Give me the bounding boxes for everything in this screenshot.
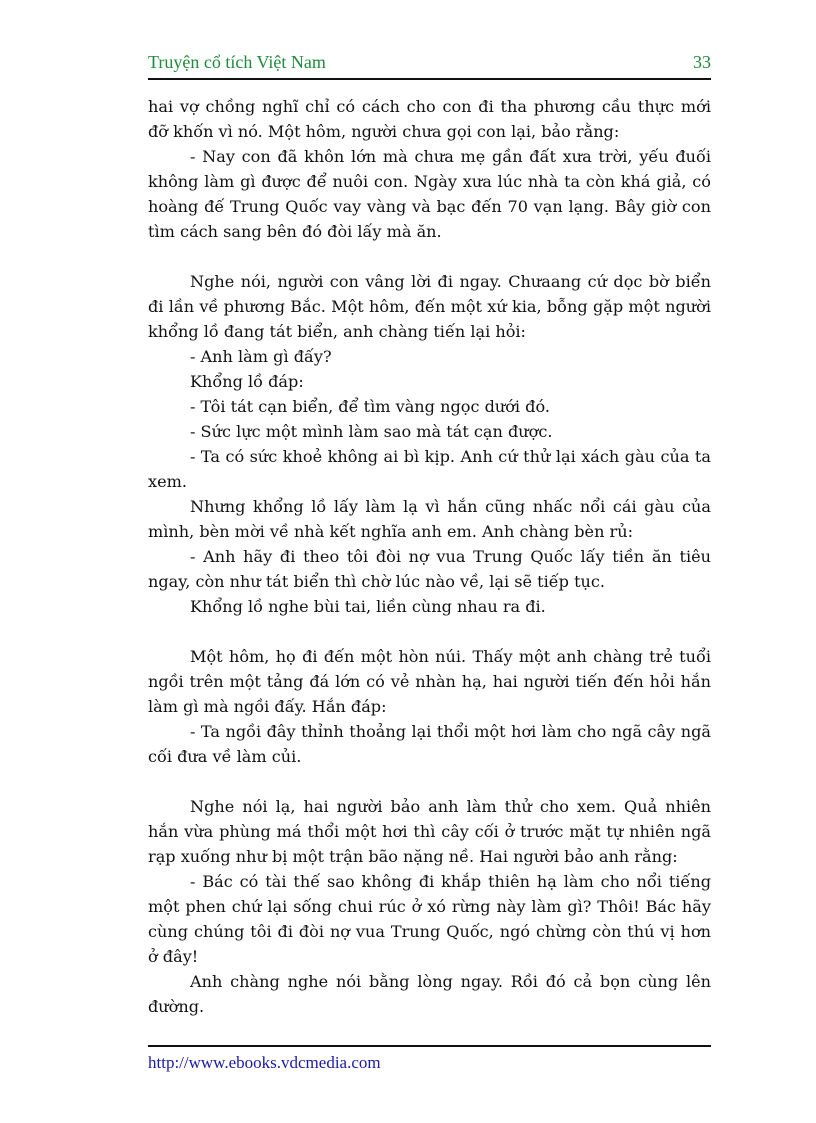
page-footer: [148, 1045, 711, 1073]
paragraph: Nhưng khổng lồ lấy làm lạ vì hắn cũng nhấc nổi cái gàu của mình, bèn mời về nhà kết nghĩa anh em. Anh chàng bèn rủ:: [148, 497, 711, 541]
page-content: [148, 94, 711, 1019]
paragraph: Nghe nói lạ, hai người bảo anh làm thử cho xem. Quả nhiên hắn vừa phùng má thổi một hơi thì cây cối ở trước mặt tự nhiên ngã rạp xuống như bị một trận bão nặng nề. Hai người bảo anh rằng:: [148, 797, 711, 866]
paragraph: - Sức lực một mình làm sao mà tát cạn được.: [190, 422, 553, 441]
paragraph: - Ta ngồi đây thỉnh thoảng lại thổi một hơi làm cho ngã cây ngã cối đưa về làm củi.: [148, 722, 711, 766]
ebook-url-link[interactable]: http://www.ebooks.vdcmedia.com: [148, 1053, 381, 1072]
paragraph-gap: [148, 244, 711, 269]
page-number: 33: [693, 52, 711, 72]
paragraph: - Tôi tát cạn biển, để tìm vàng ngọc dưới đó.: [190, 397, 551, 416]
book-title: Truyện cổ tích Việt Nam: [148, 52, 326, 72]
paragraph: Anh chàng nghe nói bằng lòng ngay. Rồi đó cả bọn cùng lên đường.: [148, 972, 711, 1016]
paragraph: Một hôm, họ đi đến một hòn núi. Thấy một anh chàng trẻ tuổi ngồi trên một tảng đá lớn có vẻ nhàn hạ, hai người tiến đến hỏi hắn làm gì mà ngồi đấy. Hắn đáp:: [148, 647, 711, 716]
paragraph: - Anh hãy đi theo tôi đòi nợ vua Trung Quốc lấy tiền ăn tiêu ngay, còn như tát biển thì chờ lúc nào về, lại sẽ tiếp tục.: [148, 547, 711, 591]
paragraph: Khổng lồ đáp:: [190, 372, 304, 391]
paragraph: Nghe nói, người con vâng lời đi ngay. Chưaang cứ dọc bờ biển đi lần về phương Bắc. Một hôm, đến một xứ kia, bỗng gặp một người khổng lồ đang tát biển, anh chàng tiến lại hỏi:: [148, 272, 711, 341]
paragraph: - Nay con đã khôn lớn mà chưa mẹ gần đất xưa trời, yếu đuối không làm gì được để nuôi con. Ngày xưa lúc nhà ta còn khá giả, có hoàng đế Trung Quốc vay vàng và bạc đến 70 vạn lạng. Bây giờ con tìm cách sang bên đó đòi lấy mà ăn.: [148, 147, 711, 241]
paragraph-gap: [148, 619, 711, 644]
paragraph: - Ta có sức khoẻ không ai bì kịp. Anh cứ thử lại xách gàu của ta xem.: [148, 447, 711, 491]
paragraph: - Bác có tài thế sao không đi khắp thiên hạ làm cho nổi tiếng một phen chứ lại sống chui rúc ở xó rừng này làm gì? Thôi! Bác hãy cùng chúng tôi đi đòi nợ vua Trung Quốc, ngó chừng còn thú vị hơn ở đây!: [148, 872, 711, 966]
paragraph: hai vợ chồng nghĩ chỉ có cách cho con đi tha phương cầu thực mới đỡ khốn vì nó. Một hôm, người chưa gọi con lại, bảo rằng:: [148, 97, 711, 141]
paragraph: - Anh làm gì đấy?: [190, 347, 332, 366]
paragraph-gap: [148, 769, 711, 794]
page-header: [148, 52, 711, 80]
paragraph: Khổng lồ nghe bùi tai, liền cùng nhau ra đi.: [190, 597, 546, 616]
